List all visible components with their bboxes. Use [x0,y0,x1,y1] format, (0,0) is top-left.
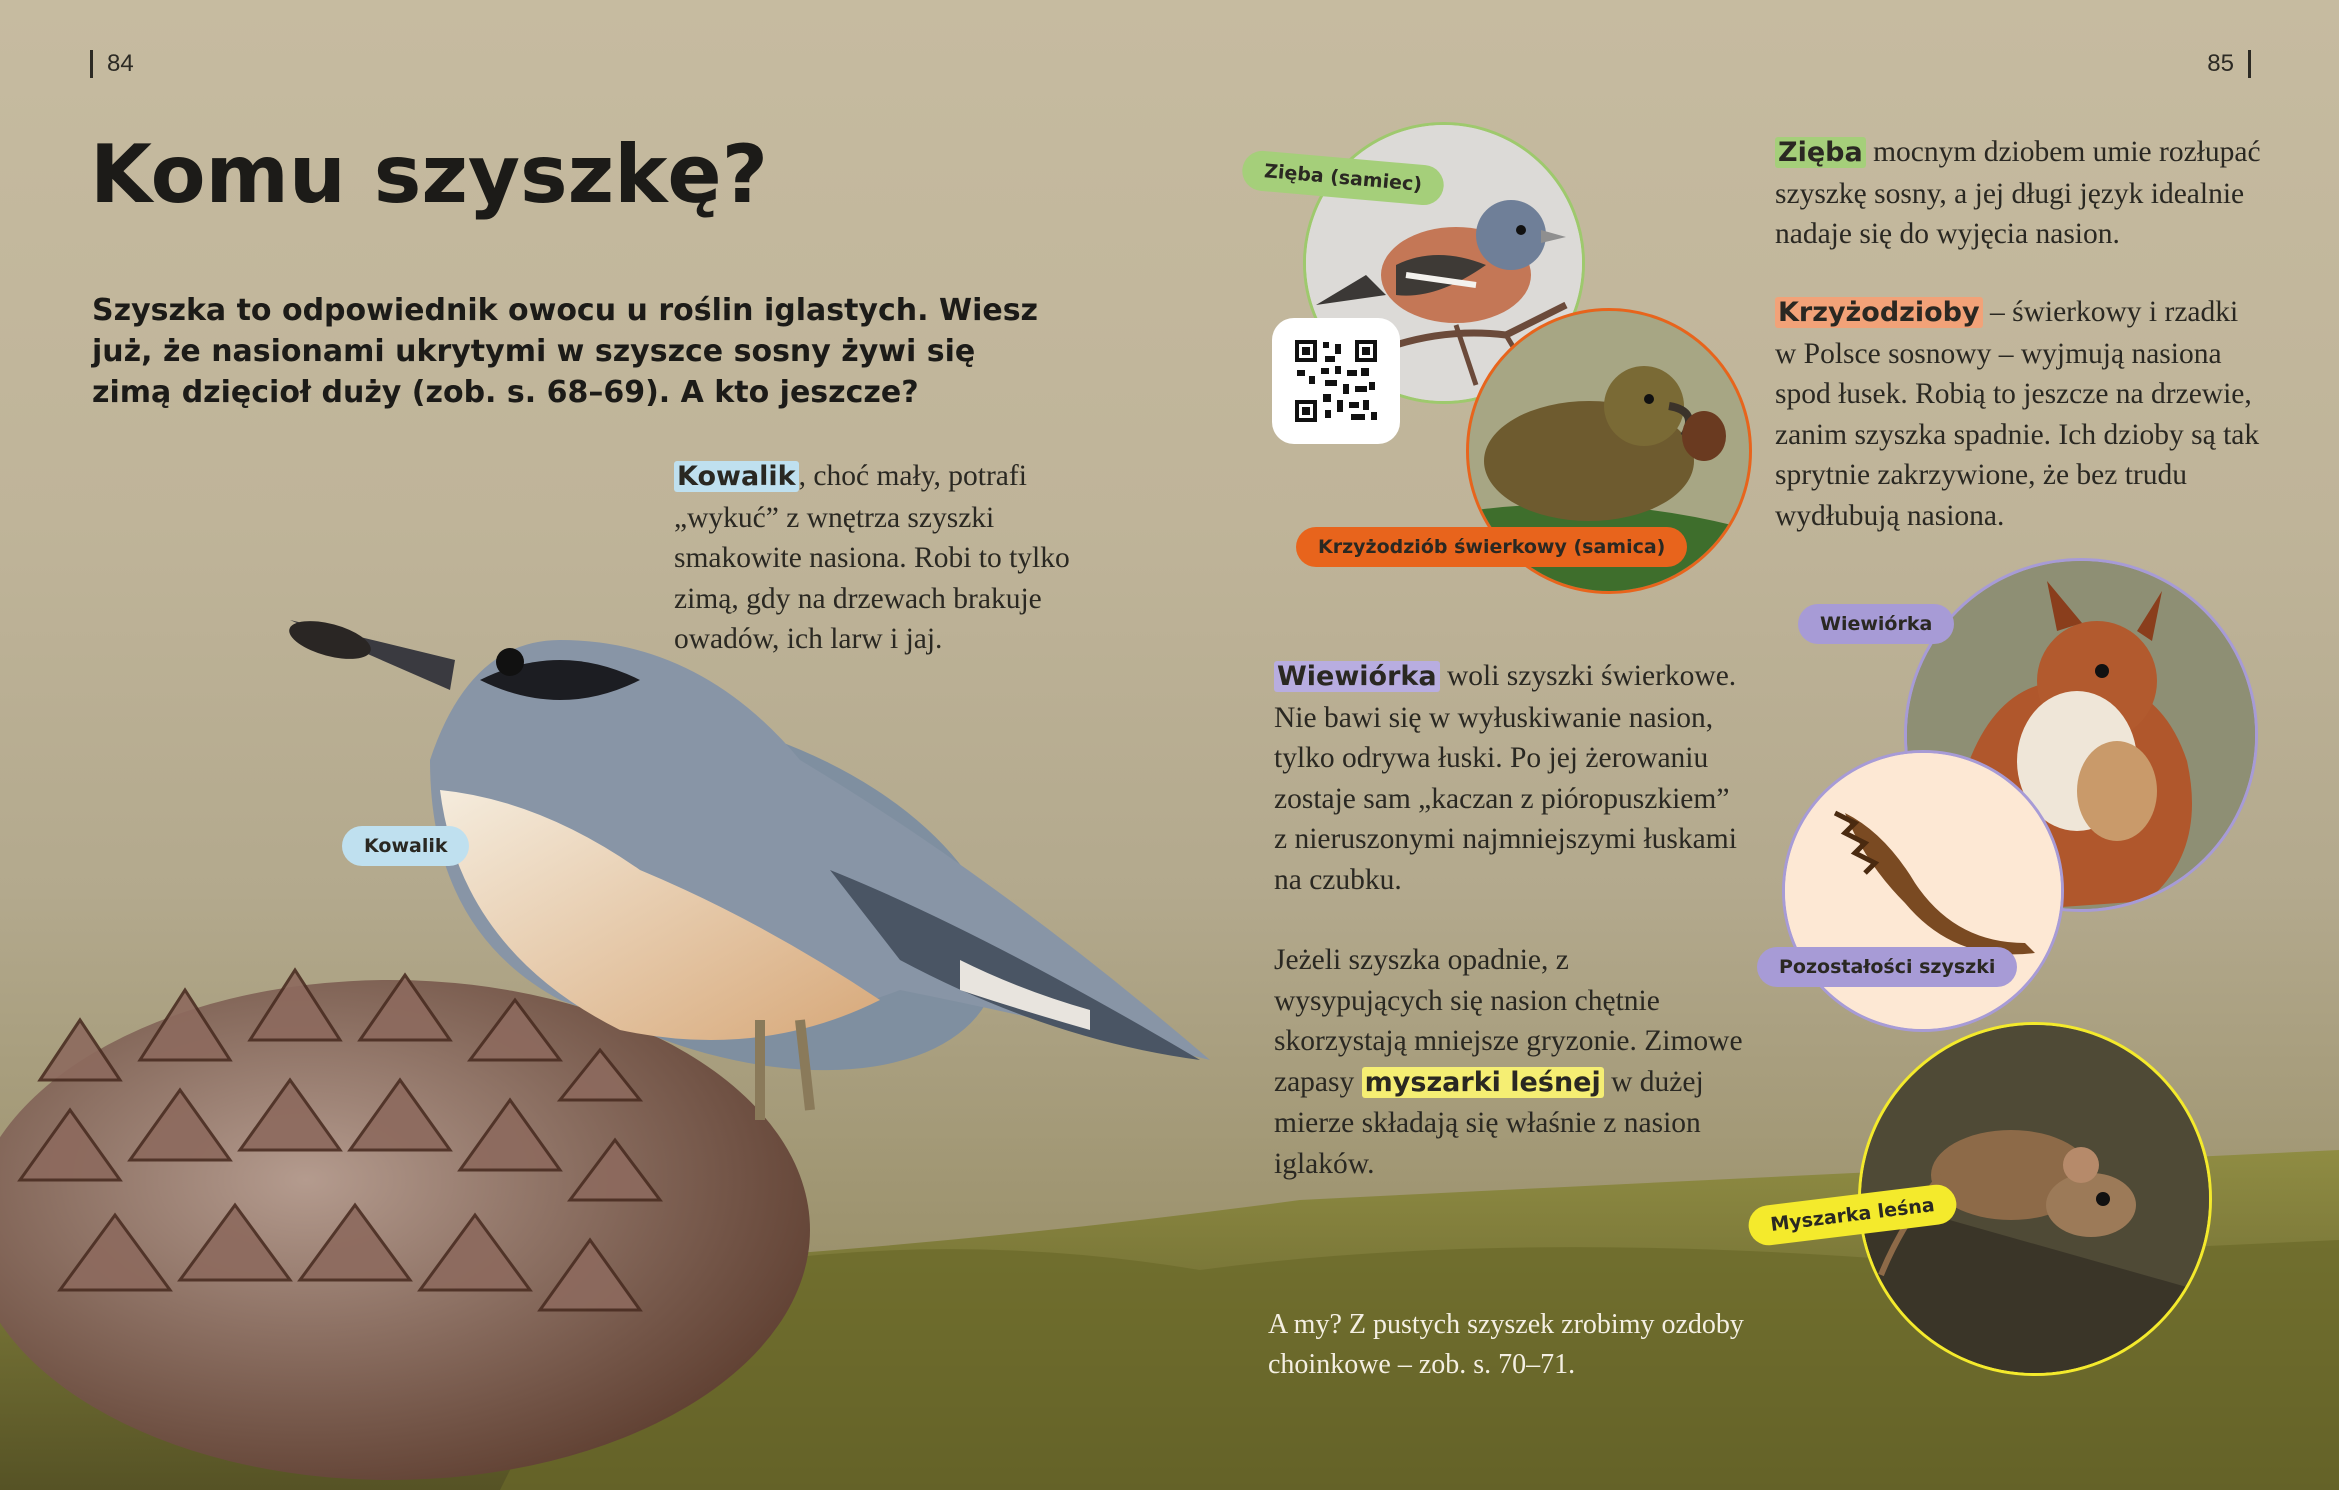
qr-code-graphic [1295,340,1377,422]
mouse-label: Myszarka leśna [1746,1182,1958,1247]
qr-code-icon[interactable] [1272,318,1400,444]
cone-remains-shape [1785,753,2064,1032]
mouse-paragraph [1274,940,1744,1184]
mouse-text-before: Jeżeli szyszka opadnie, z wysypujących się nasion chętnie skorzystają mniejsze gryzonie. Zimowe zapasy [1274,944,1743,1098]
page-title: Komu szyszkę? [90,128,769,221]
kowalik-label: Kowalik [342,826,469,866]
mouse-text-after: w dużej mierze składają się właśnie z nasion iglaków. [1274,1065,1704,1180]
kowalik-text: , choć mały, potrafi „wykuć” z wnętrza szyszki smakowite nasiona. Robi to tylko zimą, gdy na drzewach brakuje owadów, ich larw i jaj. [674,460,1070,655]
crossbill-highlight: Krzyżodzioby [1775,297,1983,328]
closing-note: A my? Z pustych szyszek zrobimy ozdoby choinkowe – zob. s. 70–71. [1268,1309,1744,1380]
chaffinch-highlight: Zięba [1775,137,1866,168]
squirrel-label: Wiewiórka [1798,604,1954,644]
mouse-highlight: myszarki leśnej [1362,1067,1604,1098]
chaffinch-label: Zięba (samiec) [1241,149,1446,206]
lead-paragraph: Szyszka to odpowiednik owocu u roślin iglastych. Wiesz już, że nasionami ukrytymi w szyszce sosny żywi się zimą dzięcioł duży (zob. s. 68–69). A kto jeszcze? [92,293,1039,410]
squirrel-text: woli szyszki świerkowe. Nie bawi się w wyłuskiwanie nasion, tylko odrywa łuski. Po jej żerowaniu zostaje sam „kaczan z pióropuszkiem” z nieruszonymi najmniejszymi łuskami na czubku. [1274,660,1737,896]
crossbill-text: – świerkowy i rzadki w Polsce sosnowy – wyjmują nasiona spod łusek. Robią to jeszcze na drzewie, zanim szyszka spadnie. Ich dzioby są tak sprytnie zakrzywione, że bez trudu wydłubują nasiona. [1775,296,2260,532]
chaffinch-paragraph [1775,132,2265,255]
cone-remains-label: Pozostałości szyszki [1757,947,2017,987]
chaffinch-text: mocnym dziobem umie rozłupać szyszkę sosny, a jej długi język idealnie nadaje się do wyjęcia nasion. [1775,136,2261,250]
kowalik-highlight: Kowalik [674,461,799,492]
cone-remains-photo [1782,750,2064,1032]
crossbill-paragraph [1775,292,2265,536]
squirrel-paragraph [1274,656,1744,900]
squirrel-highlight: Wiewiórka [1274,661,1440,692]
page-number-right: 85 [2207,50,2251,78]
kowalik-paragraph [674,456,1074,660]
page-number-left: 84 [90,50,134,78]
crossbill-label: Krzyżodziób świerkowy (samica) [1296,527,1687,567]
